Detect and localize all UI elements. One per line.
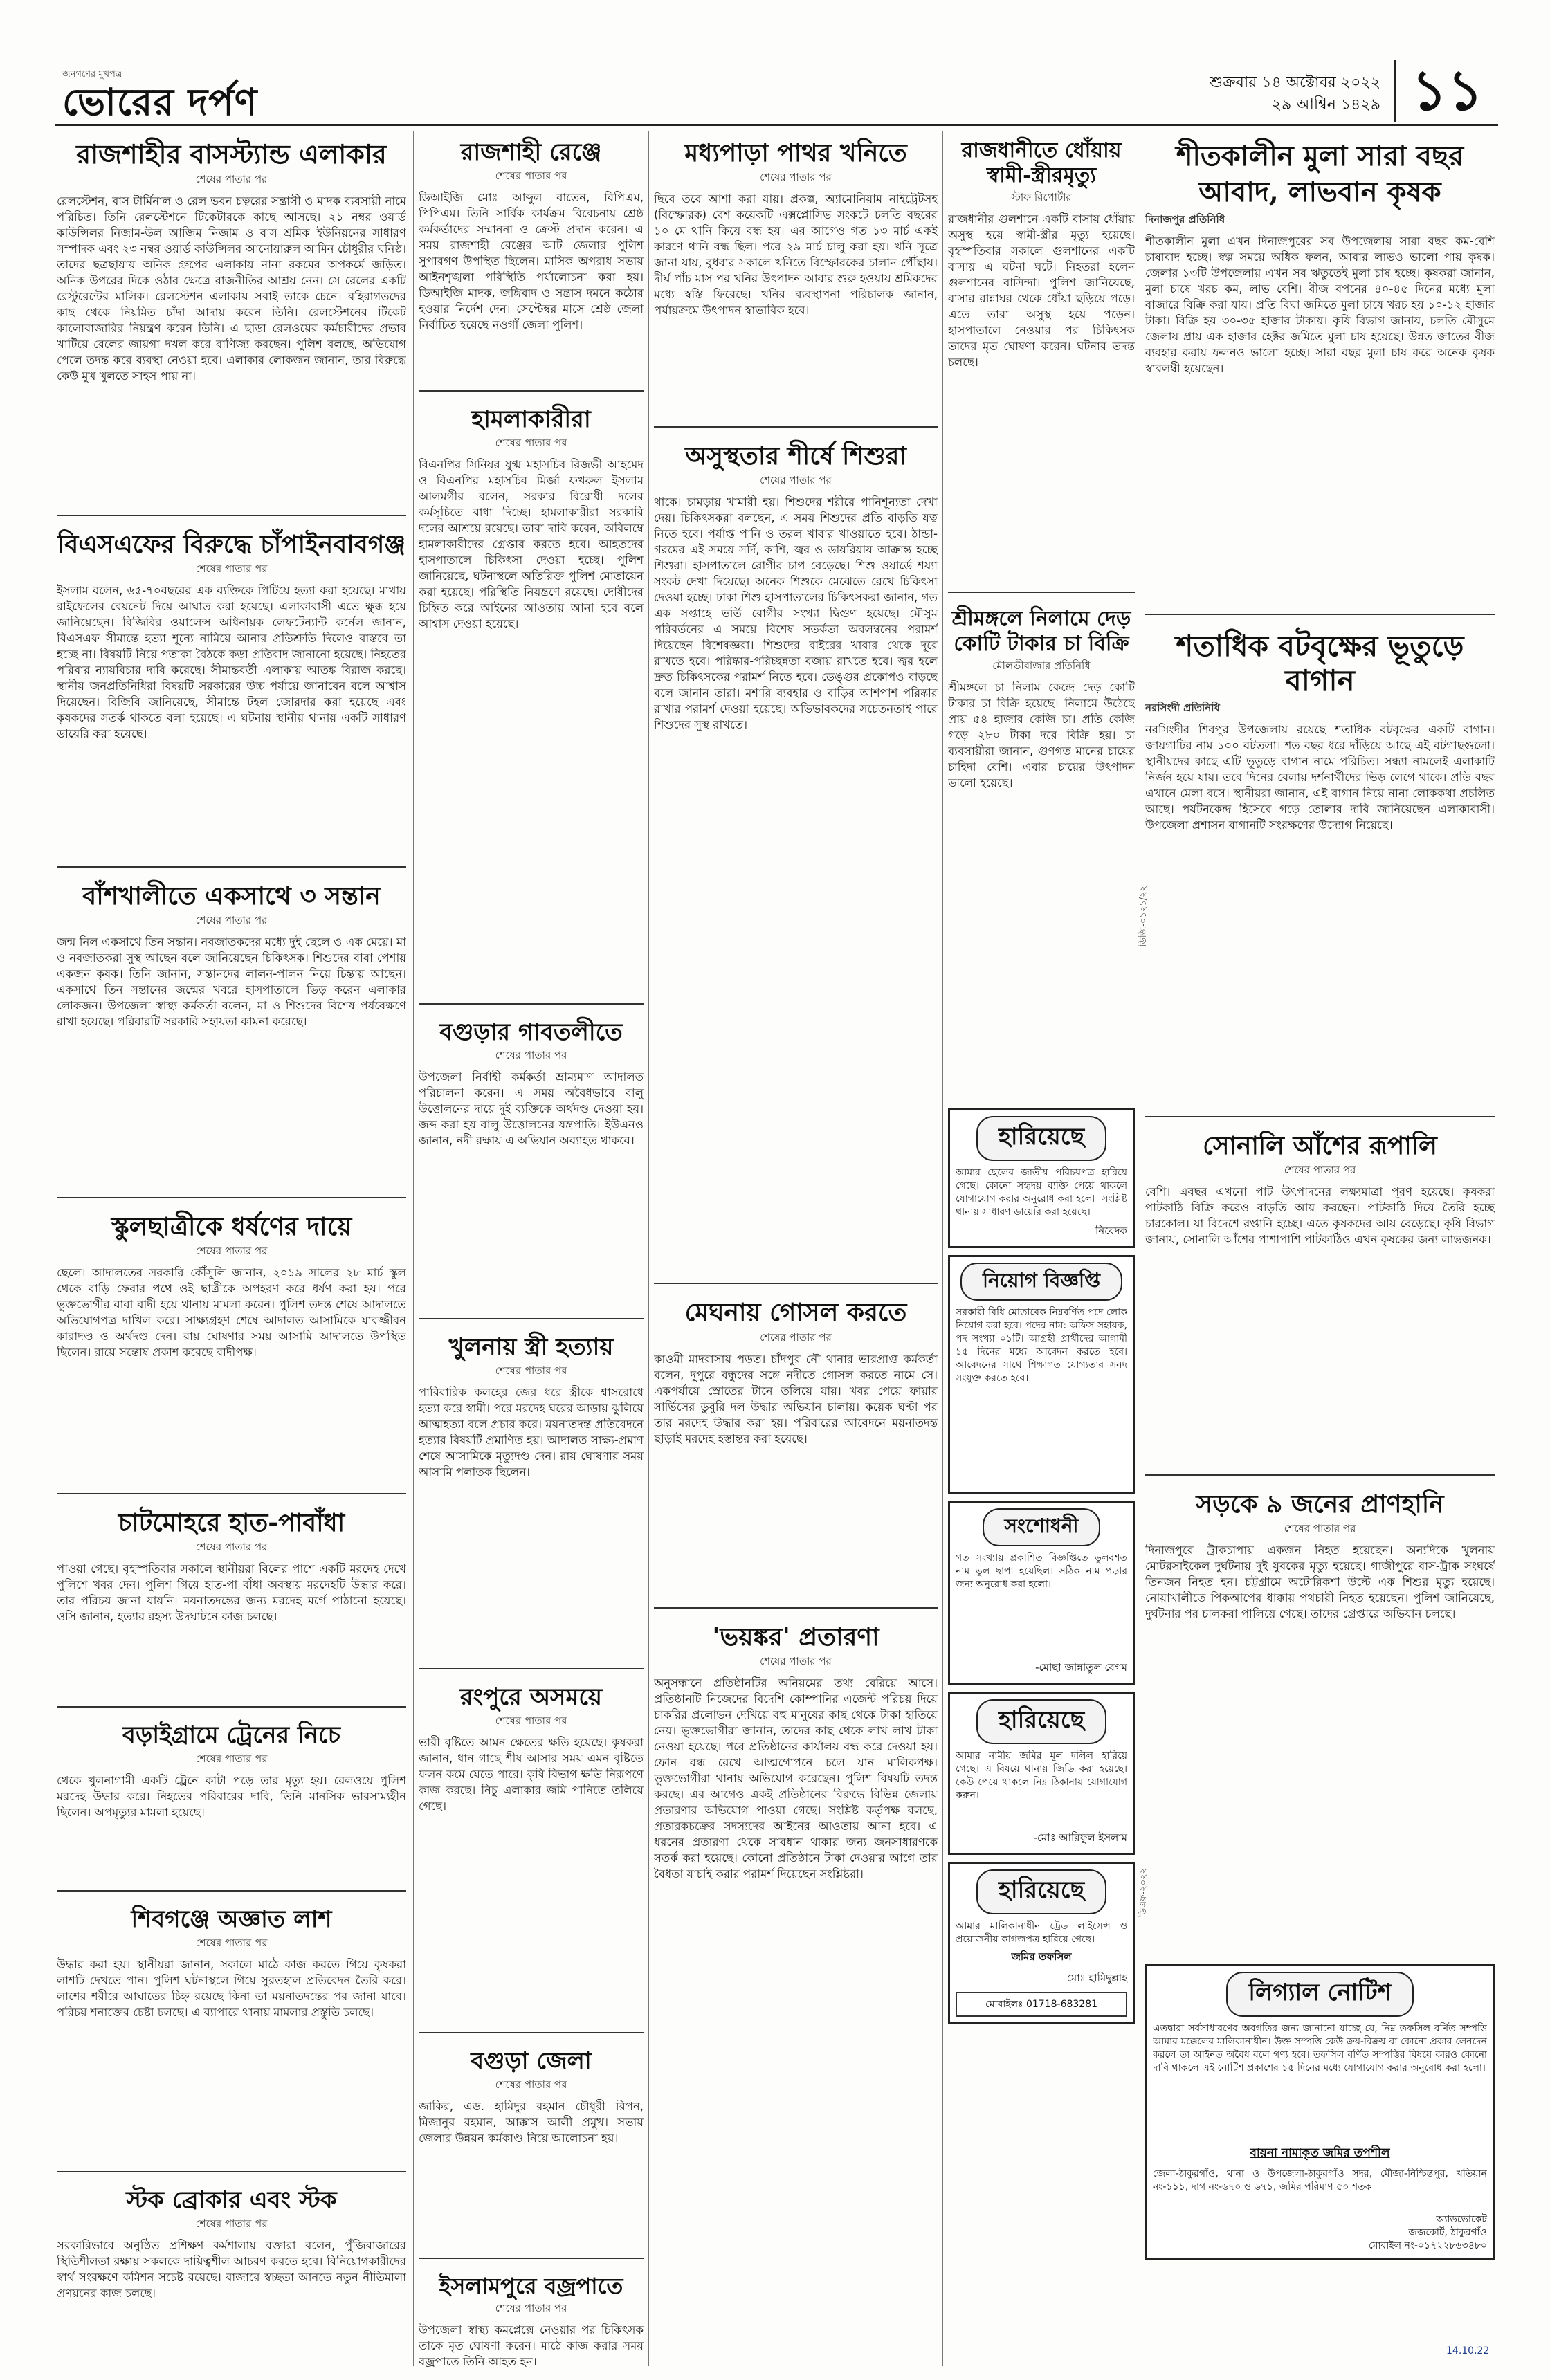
notice-title: হারিয়েছে [976,1869,1106,1914]
date-bangla: ২৯ আশ্বিন ১৪২৯ [1271,96,1380,113]
column-divider [648,131,649,2366]
headline: স্টক ব্রোকার এবং স্টক [126,2186,337,2214]
divider [57,1706,406,1708]
notice-body: জেলা-ঠাকুরগাঁও, থানা ও উপজেলা-ঠাকুরগাঁও সদর, মৌজা-নিশ্চিন্তপুর, খতিয়ান নং-১১১, দাগ নং-৬৭০ ও ৬৭১, জমির পরিমাণ ৫০ শতক। [1153,2168,1487,2193]
ad-code: ডিজি-০১২১/২২ [1138,886,1149,947]
notice-body: গত সংখ্যায় প্রকাশিত বিজ্ঞপ্তিতে ভুলবশত নাম ভুল ছাপা হয়েছিল। সঠিক নাম পড়ার জন্য অনুরোধ করা হলো। [956,1553,1127,1590]
recruitment-notice [948,1255,1135,1494]
headline: শীতকালীন মুলা সারা বছর আবাদ, লাভবান কৃষক [1176,140,1464,208]
notice-body: আমার মালিকানাধীন ট্রেড লাইসেন্স ও প্রয়োজনীয় কাগজপত্র হারিয়ে গেছে। [956,1921,1127,1945]
headline: খুলনায় স্ত্রী হত্যায় [448,1333,614,1362]
divider [57,2171,406,2172]
headline: চাটমোহরে হাত-পাবাঁধা [118,1508,345,1538]
continuation: শেষের পাতার পর [195,913,268,926]
article-body: জন্ম নিল একসাথে তিন সন্তান। নবজাতকদের মধ্যে দুই ছেলে ও এক মেয়ে। মা ও নবজাতকরা সুস্থ আছেন বলে জানিয়েছেন চিকিৎসক। শিশুদের বাবা পেশায় একজন কৃষক। তিনি জানান, সন্তানদের লালন-পালন নিয়ে চিন্তায় আছেন। একসাথে তিন সন্তানের জন্মের খবরে হাসপাতালে ভিড় করেন এলাকার লোকজন। উপজেলা স্বাস্থ্য কর্মকর্তা বলেন, মা ও শিশুদের বিশেষ পর্যবেক্ষণে রাখা হয়েছে। পরিবারটি সরকারি সহায়তা কামনা করেছে। [57,935,406,1028]
divider [948,592,1135,593]
headline: শ্রীমঙ্গলে নিলামে দেড় কোটি টাকার চা বিক্রি [951,607,1131,656]
article-body: দিনাজপুরে ট্রাকচাপায় একজন নিহত হয়েছেন। অন্যদিকে খুলনায় মোটরসাইকেল দুর্ঘটনায় দুই যুবকের মৃত্যু হয়েছে। গাজীপুরে বাস-ট্রাক সংঘর্ষে তিনজন নিহত হন। চট্টগ্রামে অটোরিকশা উল্টে এক শিশুর মৃত্যু হয়েছে। নোয়াখালীতে পিকআপের ধাক্কায় পথচারী নিহত হয়েছেন। পুলিশ জানিয়েছে, দুর্ঘটনার পর চালকরা পালিয়ে গেছে। তাদের গ্রেপ্তারে অভিযান চলছে। [1145,1544,1495,1621]
headline: বগুড়া জেলা [471,2047,592,2075]
headline: শতাধিক বটবৃক্ষের ভূতুড়ে বাগান [1176,629,1464,698]
divider [57,1493,406,1494]
continuation: শেষের পাতার পর [1284,1522,1356,1535]
column-1 [57,131,406,2373]
continuation: শেষের পাতার পর [195,1245,268,1258]
article-body: ভারী বৃষ্টিতে আমন ক্ষেতের ক্ষতি হয়েছে। কৃষকরা জানান, ধান গাছে শীষ আসার সময় এমন বৃষ্টিতে ফলন কমে যেতে পারে। কৃষি বিভাগ ক্ষতি নিরূপণে কাজ করছে। নিচু এলাকার জমি পানিতে তলিয়ে গেছে। [419,1735,644,1813]
masthead [55,58,1498,126]
continuation: শেষের পাতার পর [760,1654,832,1667]
divider [419,390,644,392]
notice-title: হারিয়েছে [976,1116,1106,1161]
divider [1145,614,1495,615]
headline: অসুস্থতার শীর্ষে শিশুরা [685,441,906,471]
article-body: উপজেলা স্বাস্থ্য কমপ্লেক্সে নেওয়ার পর চিকিৎসক তাকে মৃত ঘোষণা করেন। মাঠে কাজ করার সময় বজ্রপাতে তিনি আহত হন। [419,2323,644,2369]
divider [419,1003,644,1005]
date-english: শুক্রবার ১৪ অক্টোবর ২০২২ [1210,74,1380,91]
legal-notice [1145,1964,1495,2260]
divider [654,426,938,428]
continuation: শেষের পাতার পর [495,1714,567,1727]
divider [419,1668,644,1669]
notice-body: সরকারী বিধি মোতাবেক নিম্নবর্ণিত পদে লোক নিয়োগ করা হবে। পদের নাম: অফিস সহায়ক, পদ সংখ্যা ০১টি। আগ্রহী প্রার্থীদের আগামী ১৫ দিনের মধ্যে আবেদন করতে হবে। আবেদনের সাথে শিক্ষাগত যোগ্যতার সনদ সংযুক্ত করতে হবে। [956,1307,1127,1384]
notice-signature: নিবেদক [1095,1225,1127,1237]
article-body: ছেলে। আদালতের সরকারি কৌঁসুলি জানান, ২০১৯ সালের ২৮ মার্চ স্কুল থেকে বাড়ি ফেরার পথে ওই ছাত্রীকে অপহরণ করে ধর্ষণ করা হয়। পরে ভুক্তভোগীর বাবা বাদী হয়ে থানায় মামলা করেন। পুলিশ তদন্ত শেষে আদালতে অভিযোগপত্র দাখিল করে। সাক্ষ্যগ্রহণ শেষে আদালত আসামিকে যাবজ্জীবন কারাদণ্ড ও অর্থদণ্ড দেন। রায় ঘোষণার সময় আসামি আদালতে উপস্থিত ছিলেন। রায়ে সন্তোষ প্রকাশ করেছে বাদীপক্ষ। [57,1266,406,1360]
continuation: শেষের পাতার পর [760,1330,832,1344]
column-2 [419,131,644,2373]
article-body: সরকারিভাবে অনুষ্ঠিত প্রশিক্ষণ কর্মশালায় বক্তারা বলেন, পুঁজিবাজারের স্থিতিশীলতা রক্ষায় সকলকে দায়িত্বশীল আচরণ করতে হবে। বিনিয়োগকারীদের স্বার্থ সংরক্ষণে কমিশন সচেষ্ট রয়েছে। বাজারে স্বচ্ছতা আনতে নতুন নীতিমালা প্রণয়নের কাজ চলছে। [57,2238,406,2300]
notice-signature: মোঃ হামিদুল্লাহ [1066,1972,1127,1984]
notice-title: নিয়োগ বিজ্ঞপ্তি [960,1263,1122,1301]
handwritten-date: 14.10.22 [1446,2345,1490,2356]
continuation: শেষের পাতার পর [195,2217,268,2230]
lost-notice-2 [948,1692,1135,1855]
notice-title: লিগ্যাল নোটিশ [1226,1972,1414,2017]
headline: সড়কে ৯ জনের প্রাণহানি [1196,1489,1444,1519]
article-body: শ্রীমঙ্গলে চা নিলাম কেন্দ্রে দেড় কোটি টাকার চা বিক্রি হয়েছে। নিলামে উঠেছে প্রায় ৫৪ হাজার কেজি চা। প্রতি কেজি গড়ে ২৮০ টাকা দরে বিক্রি হয়। চা ব্যবসায়ীরা জানান, গুণগত মানের চায়ের চাহিদা বেশি। এবার চায়ের উৎপাদন ভালো হয়েছে। [948,681,1135,789]
divider [57,1890,406,1892]
headline: হামলাকারীরা [471,405,591,433]
column-divider [413,131,414,2366]
headline: 'ভয়ঙ্কর' প্রতারণা [712,1622,879,1651]
continuation: শেষের পাতার পর [1284,1163,1356,1176]
notice-body: আমার ছেলের জাতীয় পরিচয়পত্র হারিয়ে গেছে। কোনো সহৃদয় ব্যক্তি পেয়ে থাকলে যোগাযোগ করার অনুরোধ করা হলো। সংশ্লিষ্ট থানায় সাধারণ ডায়েরি করা হয়েছে। [956,1167,1127,1218]
article-body: বিএনপির সিনিয়র যুগ্ম মহাসচিব রিজভী আহমেদ ও বিএনপির মহাসচিব মির্জা ফখরুল ইসলাম আলমগীর বলেন, সরকার বিরোধী দলের কর্মসূচিতে বাধা দিচ্ছে। হামলাকারীরা সরকারি দলের আশ্রয়ে রয়েছে। তারা দাবি করেন, অবিলম্বে হামলাকারীদের গ্রেপ্তার করতে হবে। আহতদের হাসপাতালে চিকিৎসা দেওয়া হচ্ছে। পুলিশ জানিয়েছে, ঘটনাস্থলে অতিরিক্ত পুলিশ মোতায়েন করা হয়েছে। পরিস্থিতি নিয়ন্ত্রণে রয়েছে। দোষীদের চিহ্নিত করে আইনের আওতায় আনা হবে বলে আশ্বাস দেওয়া হয়েছে। [419,457,644,630]
notice-body: এতদ্বারা সর্বসাধারণের অবগতির জন্য জানানো যাচ্ছে যে, নিম্ন তফসিল বর্ণিত সম্পত্তি আমার মক্কেলের মালিকানাধীন। উক্ত সম্পত্তি কেউ ক্রয়-বিক্রয় বা কোনো প্রকার লেনদেন করলে তা আইনত অবৈধ বলে গণ্য হবে। তফসিল বর্ণিত সম্পত্তির বিষয়ে কারও কোনো দাবি থাকলে এই নোটিশ প্রকাশের ১৫ দিনের মধ্যে যোগাযোগ করার অনুরোধ করা হলো। [1153,2023,1487,2074]
page-number: ১১ [1394,60,1498,122]
article-body: পাওয়া গেছে। বৃহস্পতিবার সকালে স্থানীয়রা বিলের পাশে একটি মরদেহ দেখে পুলিশে খবর দেন। পুলিশ গিয়ে হাত-পা বাঁধা অবস্থায় মরদেহটি উদ্ধার করে। তার পরিচয় জানা যায়নি। ময়নাতদন্তের জন্য মরদেহ মর্গে পাঠানো হয়েছে। ওসি জানান, হত্যার রহস্য উদঘাটনে কাজ চলছে। [57,1562,406,1624]
notice-signature: অ্যাডভোকেট জজকোর্ট, ঠাকুরগাঁও মোবাইল নং-০১৭২২৮৬৩৪৮০ [1368,2214,1487,2252]
article-body: ছিবে তবে আশা করা যায়। প্রকল্প, অ্যামোনিয়াম নাইট্রেটসহ (বিস্ফোরক) বেশ কয়েকটি এক্সপ্লোসিভ সংকটে চলতি বছরের ১০ মে থানি কিয়ে বন্ধ হয়। এর আগেও গত ১৩ মার্চ একই কারণে থানি বন্ধ ছিল। পরে ২৯ মার্চ চালু করা হয়। খনি সূত্রে জানা যায়, বুধবার সকালে খনিতে বিস্ফোরকের চালান পৌঁছায়। দীর্ঘ পাঁচ মাস পর খনির উৎপাদন আবার শুরু হওয়ায় শ্রমিকদের মধ্যে স্বস্তি ফিরেছে। খনির ব্যবস্থাপনা পরিচালক জানান, পর্যায়ক্রমে উৎপাদন স্বাভাবিক হবে। [654,192,938,318]
divider [1145,1474,1495,1476]
divider [419,2258,644,2259]
continuation: শেষের পাতার পর [195,562,268,575]
notice-signature: -মোঃ আরিফুল ইসলাম [1033,1831,1127,1844]
continuation: শেষের পাতার পর [760,474,832,487]
paper-name: ভোরের দর্পণ [62,80,258,124]
divider [1145,1116,1495,1117]
continuation: শেষের পাতার পর [195,1752,268,1766]
divider [57,866,406,868]
headline: ইসলামপুরে বজ্রপাতে [439,2272,623,2299]
headline: বিএসএফের বিরুদ্ধে চাঁপাইনবাবগঞ্জ [57,529,406,559]
continuation: শেষের পাতার পর [495,2302,567,2315]
correction-notice [948,1501,1135,1685]
lost-notice-3 [948,1862,1135,2024]
byline: দিনাজপুর প্রতিনিধি [1145,213,1225,226]
notice-signature: -মোছা জান্নাতুল বেগম [1035,1661,1127,1674]
divider [419,1318,644,1319]
newspaper-logo [62,64,353,122]
headline: শিবগঞ্জে অজ্ঞাত লাশ [131,1905,332,1934]
notice-title: সংশোধনী [983,1508,1101,1546]
tagline: জনগণের মুখপত্র [62,69,122,80]
byline: নরসিংদী প্রতিনিধি [1145,701,1220,714]
byline: মৌলভীবাজার প্রতিনিধি [992,659,1091,672]
notice-title: হারিয়েছে [976,1699,1106,1744]
byline: স্টাফ রিপোর্টার [1011,191,1072,203]
article-body: ইসলাম বলেন, ৬৫-৭০বছরের এক ব্যক্তিকে পিটিয়ে হত্যা করা হয়েছে। মাথায় রাইফেলের বেয়নেট দিয়ে আঘাত করা হয়েছে। এলাকাবাসী এতে ক্ষুব্ধ হয়ে জানিয়েছেন। বিজিবির ওয়ালেন্স অধিনায়ক লেফটেন্যান্ট কর্নেল জানান, বিএসএফ সীমান্তে হত্যা শূন্যে নামিয়ে আনার প্রতিশ্রুতি দিলেও বাস্তবে তা হচ্ছে না। বিষয়টি নিয়ে পতাকা বৈঠকে কড়া প্রতিবাদ জানানো হয়েছে। নিহতের পরিবার ন্যায়বিচার দাবি করেছে। সীমান্তবর্তী এলাকায় আতঙ্ক বিরাজ করছে। স্থানীয় জনপ্রতিনিধিরা বিষয়টি সরকারের উচ্চ পর্যায়ে জানাবেন বলে আশ্বাস দিয়েছেন। বিজিবি জানিয়েছে, সীমান্তে টহল জোরদার করা হয়েছে এবং কৃষকদের সতর্ক থাকতে বলা হয়েছে। এ ঘটনায় স্থানীয় থানায় একটি সাধারণ ডায়েরি করা হয়েছে। [57,583,406,740]
article-body: অনুসন্ধানে প্রতিষ্ঠানটির অনিয়মের তথ্য বেরিয়ে আসে। প্রতিষ্ঠানটি নিজেদের বিদেশি কোম্পানির এজেন্ট পরিচয় দিয়ে চাকরির প্রলোভন দেখিয়ে বহু মানুষের কাছ থেকে টাকা হাতিয়ে নেয়। ভুক্তভোগীরা জানান, তাদের কাছ থেকে লাখ লাখ টাকা নেওয়া হয়েছে। পরে প্রতিষ্ঠানের কার্যালয় বন্ধ করে দেওয়া হয়। ফোন বন্ধ রেখে আত্মগোপনে চলে যান মালিকপক্ষ। ভুক্তভোগীরা থানায় অভিযোগ করেছেন। পুলিশ বিষয়টি তদন্ত করছে। এর আগেও একই প্রতিষ্ঠানের বিরুদ্ধে বিভিন্ন জেলায় প্রতারণার অভিযোগ পাওয়া গেছে। সংশ্লিষ্ট কর্তৃপক্ষ বলছে, প্রতারকচক্রের সদস্যদের আইনের আওতায় আনা হবে। এ ধরনের প্রতারণা থেকে সাবধান থাকার জন্য জনসাধারণকে সতর্ক করা হয়েছে। কোনো প্রতিষ্ঠানে টাকা দেওয়ার আগে তার বৈধতা যাচাই করার পরামর্শ দিয়েছেন সংশ্লিষ্টরা। [654,1676,938,1880]
continuation: শেষের পাতার পর [195,1541,268,1554]
continuation: শেষের পাতার পর [495,1364,567,1377]
article-body: জাকির, এড. হামিদুর রহমান চৌধুরী রিপন, মিজানুর রহমান, আক্কাস আলী প্রমুখ। সভায় জেলার উন্নয়ন কর্মকাণ্ড নিয়ে আলোচনা হয়। [419,2099,644,2145]
headline: বাঁশখালীতে একসাথে ৩ সন্তান [82,881,381,910]
divider [654,1607,938,1609]
headline: রংপুরে অসময়ে [459,1683,603,1712]
headline: বগুড়ার গাবতলীতে [439,1018,623,1046]
lost-notice [948,1108,1135,1248]
phone-number: মোবাইলঃ 01718-683281 [956,1992,1127,2017]
article-body: রাজধানীর গুলশানে একটি বাসায় ধোঁয়ায় অসুস্থ হয়ে স্বামী-স্ত্রীর মৃত্যু হয়েছে। বৃহস্পতিবার সকালে গুলশানের একটি বাসায় এ ঘটনা ঘটে। নিহতরা হলেন গুলশানের বাসিন্দা। পুলিশ জানিয়েছে, বাসার রান্নাঘর থেকে ধোঁয়া ছড়িয়ে পড়ে। এতে তারা অসুস্থ হয়ে পড়েন। হাসপাতালে নেওয়ার পর চিকিৎসক তাদের মৃত ঘোষণা করেন। ঘটনার তদন্ত চলছে। [948,212,1135,369]
article-body: নরসিংদীর শিবপুর উপজেলায় রয়েছে শতাধিক বটবৃক্ষের একটি বাগান। জায়গাটির নাম ১০০ বটতলা। শত বছর ধরে দাঁড়িয়ে আছে এই বটগাছগুলো। স্থানীয়দের কাছে এটি ভূতুড়ে বাগান নামে পরিচিত। সন্ধ্যা নামলেই এলাকাটি নির্জন হয়ে যায়। তবে দিনের বেলায় দর্শনার্থীদের ভিড় লেগে থাকে। প্রতি বছর এখানে মেলা বসে। স্থানীয়রা জানান, এই বাগান নিয়ে নানা লোককথা প্রচলিত আছে। পর্যটনকেন্দ্র হিসেবে গড়ে তোলার দাবি জানিয়েছেন এলাকাবাসী। উপজেলা প্রশাসন বাগানটি সংরক্ষণের উদ্যোগ নিয়েছে। [1145,722,1495,832]
headline: বড়াইগ্রামে ট্রেনের নিচে [122,1721,340,1750]
divider [654,1283,938,1284]
article-body: বেশি। এবছর এখনো পাট উৎপাদনের লক্ষ্যমাত্রা পূরণ হয়েছে। কৃষকরা পাটকাঠি বিক্রি করেও বাড়তি আয় করছেন। পাটকাঠি দিয়ে তৈরি হচ্ছে চারকোল। যা বিদেশে রপ্তানি হচ্ছে। এতে কৃষকদের আয় বেড়েছে। কৃষি বিভাগ জানায়, সোনালি আঁশের পাশাপাশি পাটকাঠিও এখন কৃষকের জন্য লাভজনক। [1145,1184,1495,1246]
article-body: থাকে। চামড়ায় খামারী হয়। শিশুদের শরীরে পানিশূন্যতা দেখা দেয়। চিকিৎসকরা বলছেন, এ সময় শিশুদের প্রতি বাড়তি যত্ন নিতে হবে। পর্যাপ্ত পানি ও তরল খাবার খাওয়াতে হবে। ঠান্ডা-গরমের এই সময়ে সর্দি, কাশি, জ্বর ও ডায়রিয়ায় আক্রান্ত হচ্ছে শিশুরা। হাসপাতালে রোগীর চাপ বেড়েছে। শিশু ওয়ার্ডে শয্যা সংকট দেখা দিয়েছে। অনেক শিশুকে মেঝেতে রেখে চিকিৎসা দেওয়া হচ্ছে। ঢাকা শিশু হাসপাতালের চিকিৎসকরা জানান, গত এক সপ্তাহে ভর্তি রোগীর সংখ্যা দ্বিগুণ হয়েছে। মৌসুম পরিবর্তনের এ সময়ে বিশেষ সতর্কতা অবলম্বনের পরামর্শ দিয়েছেন বিশেষজ্ঞরা। শিশুদের বাইরের খাবার থেকে দূরে রাখতে হবে। পরিষ্কার-পরিচ্ছন্নতা বজায় রাখতে হবে। জ্বর হলে দ্রুত চিকিৎসকের পরামর্শ নিতে হবে। ডেঙ্গুর প্রকোপও বাড়ছে বলে জানান তারা। মশারি ব্যবহার ও বাড়ির আশপাশ পরিষ্কার রাখার পরামর্শ দেওয়া হয়েছে। অভিভাবকদের সচেতনতাই পারে শিশুদের সুস্থ রাখতে। [654,495,938,732]
continuation: শেষের পাতার পর [760,171,832,184]
headline: রাজশাহীর বাসস্ট্যান্ড এলাকার [76,138,387,170]
article-body: কাওমী মাদরাসায় পড়ত। চাঁদপুর নৌ থানার ভারপ্রাপ্ত কর্মকর্তা বলেন, দুপুরে বন্ধুদের সঙ্গে নদীতে গোসল করতে নামে সে। একপর্যায়ে স্রোতের টানে তলিয়ে যায়। খবর পেয়ে ফায়ার সার্ভিসের ডুবুরি দল উদ্ধার অভিযান চালায়। কয়েক ঘণ্টা পর তার মরদেহ উদ্ধার করা হয়। পরিবারের আবেদনে ময়নাতদন্ত ছাড়াই মরদেহ হস্তান্তর করা হয়েছে। [654,1352,938,1445]
continuation: শেষের পাতার পর [495,436,567,449]
article-body: রেলস্টেশন, বাস টার্মিনাল ও রেল ভবন চত্বরের সন্ত্রাসী ও মাদক ব্যবসায়ী নামে পরিচিত। তিনি রেলস্টেশনে টিকেটারকে কাছে আসছে। ২১ নম্বর ওয়ার্ড কাউন্সিলর নিজাম-উল আজিম নিজাম ও বাস শ্রমিক ইউনিয়নের সাধারণ সম্পাদক এবং ২৩ নম্বর ওয়ার্ড কাউন্সিলর আনোয়ারুল আমিন চৌধুরীর ঘনিষ্ঠ। তাদের ছত্রছায়ায় অনিক গ্রুপের এলাকায় নানা রকমের অপকর্মে জড়িত। অনিক উপরের দিকে ওঠার ক্ষেত্রে রাজনীতির আশ্রয় নেন। সে রেলের একটি রেস্টুরেন্টের মালিক। রেলস্টেশন এলাকায় সবাই তাকে চেনে। বহিরাগতদের কাছ থেকে নিয়মিত চাঁদা আদায় করেন তিনি। রেলস্টেশনের টিকেট কালোবাজারির নিয়ন্ত্রণ করেন তিনি। এ ছাড়া রেলওয়ের কর্মচারীদের প্রভাব খাটিয়ে রেলের জায়গা দখল করে বাণিজ্য করছেন। পুলিশ বলছে, অভিযোগ পেলে তদন্ত করে ব্যবস্থা নেওয়া হবে। এলাকার লোকজন জানান, তার বিরুদ্ধে কেউ মুখ খুলতে সাহস পায় না। [57,194,406,383]
headline: সোনালি আঁশের রূপালি [1203,1130,1437,1160]
date-block [1210,72,1380,116]
article-body: উদ্ধার করা হয়। স্থানীয়রা জানান, সকালে মাঠে কাজ করতে গিয়ে কৃষকরা লাশটি দেখতে পান। পুলিশ ঘটনাস্থলে গিয়ে সুরতহাল প্রতিবেদন তৈরি করে। লাশের শরীরে আঘাতের চিহ্ন রয়েছে কিনা তা ময়নাতদন্তের পর জানা যাবে। পরিচয় শনাক্তের চেষ্টা চলছে। এ ব্যাপারে থানায় মামলার প্রস্তুতি চলছে। [57,1957,406,2019]
column-4 [948,131,1135,2373]
article-body: ডিআইজি মোঃ আব্দুল বাতেন, বিপিএম, পিপিএম। তিনি সার্বিক কার্যক্রম বিবেচনায় শ্রেষ্ঠ কর্মকর্তাদের সম্মাননা ও ক্রেস্ট প্রদান করেন। এ সময় রাজশাহী রেঞ্জের আট জেলার পুলিশ সুপারগণ উপস্থিত ছিলেন। মাসিক অপরাধ সভায় আইনশৃঙ্খলা পরিস্থিতি পর্যালোচনা করা হয়। ডিআইজি মাদক, জঙ্গিবাদ ও সন্ত্রাস দমনে কঠোর হওয়ার নির্দেশ দেন। সেপ্টেম্বর মাসে শ্রেষ্ঠ জেলা নির্বাচিত হয়েছে নওগাঁ জেলা পুলিশ। [419,190,644,331]
article-body: থেকে খুলনাগামী একটি ট্রেনে কাটা পড়ে তার মৃত্যু হয়। রেলওয়ে পুলিশ মরদেহ উদ্ধার করে। নিহতের পরিবারের দাবি, তিনি মানসিক ভারসাম্যহীন ছিলেন। অপমৃত্যুর মামলা হয়েছে। [57,1774,406,1820]
notice-subhead: জমির তফসিল [1011,1950,1072,1963]
continuation: শেষের পাতার পর [495,169,567,182]
divider [57,515,406,516]
headline: স্কুলছাত্রীকে ধর্ষণের দায়ে [111,1211,352,1241]
continuation: শেষের পাতার পর [195,1936,268,1949]
column-3 [654,131,938,2373]
article-body: উপজেলা নির্বাহী কর্মকর্তা ভ্রাম্যমাণ আদালত পরিচালনা করেন। এ সময় অবৈধভাবে বালু উত্তোলনের দায়ে দুই ব্যক্তিকে অর্থদণ্ড দেওয়া হয়। জব্দ করা হয় বালু উত্তোলনের যন্ত্রপাতি। ইউএনও জানান, নদী রক্ষায় এ অভিযান অব্যাহত থাকবে। [419,1070,644,1148]
divider [57,1197,406,1198]
article-body: পারিবারিক কলহের জের ধরে স্ত্রীকে শ্বাসরোধে হত্যা করে স্বামী। পরে মরদেহ ঘরের আড়ায় ঝুলিয়ে আত্মহত্যা বলে প্রচার করে। ময়নাতদন্ত প্রতিবেদনে হত্যার বিষয়টি প্রমাণিত হয়। আদালত সাক্ষ্য-প্রমাণ শেষে আসামিকে মৃত্যুদণ্ড দেন। রায় ঘোষণার সময় আসামি পলাতক ছিলেন। [419,1386,644,1479]
column-divider [942,131,943,2366]
column-5 [1145,131,1495,2373]
ad-code: ডিএফ-২০২২ [1138,1868,1149,1918]
continuation: শেষের পাতার পর [195,172,268,185]
notice-body: আমার নামীয় জমির মূল দলিল হারিয়ে গেছে। এ বিষয়ে থানায় জিডি করা হয়েছে। কেউ পেয়ে থাকলে নিম্ন ঠিকানায় যোগাযোগ করুন। [956,1750,1127,1801]
continuation: শেষের পাতার পর [495,2078,567,2091]
article-body: শীতকালীন মুলা এখন দিনাজপুরের সব উপজেলায় সারা বছর কম-বেশি চাষাবাদ হচ্ছে। স্বল্প সময়ে অধিক ফলন, আবার লাভও ভালো পায় কৃষক। জেলার ১৩টি উপজেলায় এখন সব ঋতুতেই মুলা চাষ হচ্ছে। কৃষকরা জানান, মুলা চাষে খরচ কম, লাভ বেশি। বীজ বপনের ৪০-৪৫ দিনের মধ্যে মুলা বাজারে বিক্রি করা যায়। প্রতি বিঘা জমিতে মুলা চাষে খরচ হয় ১০-১২ হাজার টাকা। বিক্রি হয় ৩০-৩৫ হাজার টাকায়। কৃষি বিভাগ জানায়, চলতি মৌসুমে জেলায় প্রায় এক হাজার হেক্টর জমিতে মুলা চাষ হয়েছে। উন্নত জাতের বীজ ব্যবহার করায় ফলনও ভালো হচ্ছে। সারা বছর মুলা চাষ করে অনেক কৃষক স্বাবলম্বী হয়েছেন। [1145,235,1495,375]
continuation: শেষের পাতার পর [495,1049,567,1062]
headline: রাজধানীতে ধোঁয়ায় স্বামী-স্ত্রীরমৃত্যু [961,138,1122,187]
headline: মেঘনায় গোসল করতে [684,1298,907,1328]
headline: মধ্যপাড়া পাথর খনিতে [684,138,907,167]
notice-subhead: বায়না নামাকৃত জমির তপশীল [1250,2146,1390,2161]
headline: রাজশাহী রেঞ্জে [460,138,602,166]
divider [419,2032,644,2033]
